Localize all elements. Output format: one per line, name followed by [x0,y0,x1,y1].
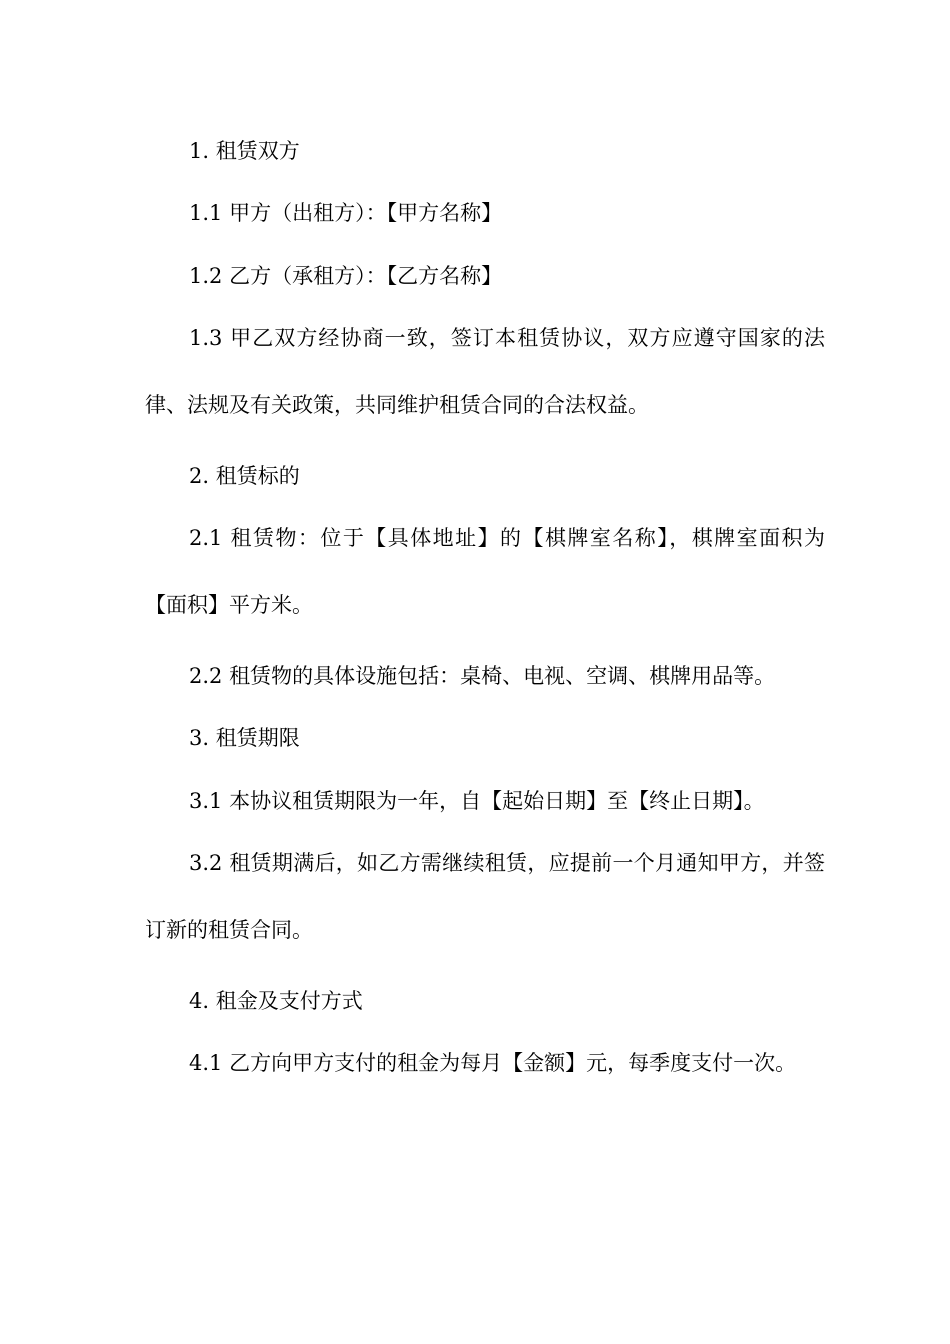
clause-2-1: 2.1 租赁物：位于【具体地址】的【棋牌室名称】，棋牌室面积为【面积】平方米。 [145,526,825,617]
clause-3-2: 3.2 租赁期满后，如乙方需继续租赁，应提前一个月通知甲方，并签订新的租赁合同。 [145,851,825,942]
section-heading-3: 3. 租赁期限 [189,726,300,750]
clause-1-3: 1.3 甲乙双方经协商一致，签订本租赁协议，双方应遵守国家的法律、法规及有关政策，共同维护租赁合同的合法权益。 [145,326,825,417]
clause-1-2: 1.2 乙方（承租方）：【乙方名称】 [189,264,503,288]
section-heading-1: 1. 租赁双方 [189,139,300,163]
clause-2-2: 2.2 租赁物的具体设施包括：桌椅、电视、空调、棋牌用品等。 [189,664,776,688]
clause-3-1: 3.1 本协议租赁期限为一年，自【起始日期】至【终止日期】。 [189,789,765,813]
section-heading-4: 4. 租金及支付方式 [189,989,363,1013]
clause-1-1: 1.1 甲方（出租方）：【甲方名称】 [189,201,503,225]
section-heading-2: 2. 租赁标的 [189,464,300,488]
clause-4-1: 4.1 乙方向甲方支付的租金为每月【金额】元，每季度支付一次。 [189,1051,797,1075]
